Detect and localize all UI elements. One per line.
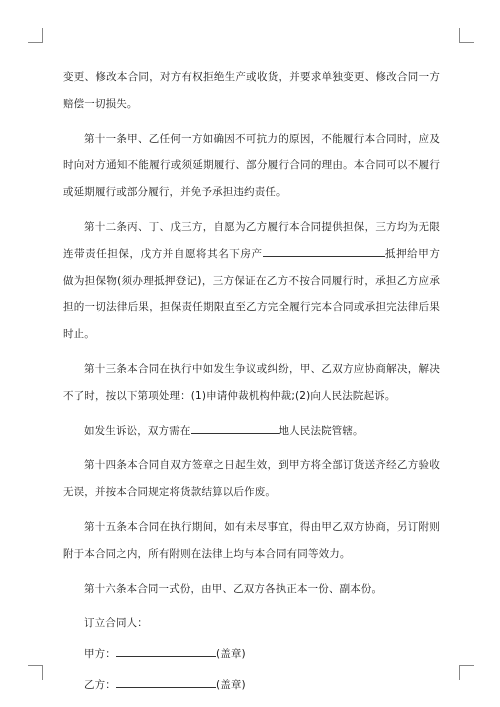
crop-mark-top-right [459,28,474,43]
crop-mark-bottom-left [28,665,43,680]
litigation-clause [63,418,440,445]
clause-16: 第十六条本合同一式份，由甲、乙双方各执正本一份、副本份。 [84,582,383,595]
party-b-blank[interactable] [116,678,216,688]
party-b-label: 乙方： [84,678,116,691]
party-b-seal: (盖章) [215,678,246,691]
court-location-blank[interactable] [191,424,279,434]
signatories-intro: 订立合同人： [84,617,148,630]
clause-13: 第十三条本合同在执行中如发生争议或纠纷，甲、乙双方应协商解决，解决不了时，按以下第项处理：(1)申请仲裁机构仲裁;(2)向人民法院起诉。 [63,362,440,402]
paragraph-continuation: 变更、修改本合同，对方有权拒绝生产或收货，并要求单独变更、修改合同一方赔偿一切损失。 [63,71,440,110]
crop-mark-top-left [28,28,43,43]
clause-12 [63,214,440,348]
clause-11: 第十一条甲、乙任何一方如确因不可抗力的原因，不能履行本合同时，应及时向对方通知不能履行或须延期履行、部分履行合同的理由。本合同可以不履行或延期履行或部分履行，并免予承担违约责任。 [63,132,440,199]
clause-15: 第十五条本合同在执行期间，如有未尽事宜，得由甲乙双方协商，另订附则附于本合同之内，所有附则在法律上均与本合同有同等效力。 [63,520,440,560]
party-a-signature [63,641,440,668]
party-a-seal: (盖章) [215,648,246,661]
party-a-blank[interactable] [116,647,216,657]
clause-12-text-a: 第十二条丙、丁、戊三方，自愿为乙方履行本合同提供担保，三方均为无限连带责任担保，戊方并自愿将其名下房产 [63,220,440,260]
clause-14: 第十四条本合同自双方签章之日起生效，到甲方将全部订货送齐经乙方验收无误，并按本合同规定将货款结算以后作废。 [63,459,440,499]
party-a-label: 甲方： [84,648,116,661]
clause-12-text-b: 抵押给甲方做为担保物(须办理抵押登记)，三方保证在乙方不按合同履行时，承担乙方应承担的一切法律后果，担保责任期限直至乙方完全履行完本合同或承担完法律后果时止。 [63,247,440,341]
party-b-signature [63,672,440,699]
litigation-text-a: 如发生诉讼，双方需在 [84,424,191,437]
property-blank[interactable] [263,247,385,257]
crop-mark-bottom-right [459,665,474,680]
litigation-text-b: 地人民法院管辖。 [278,424,364,437]
document-body [63,64,440,703]
